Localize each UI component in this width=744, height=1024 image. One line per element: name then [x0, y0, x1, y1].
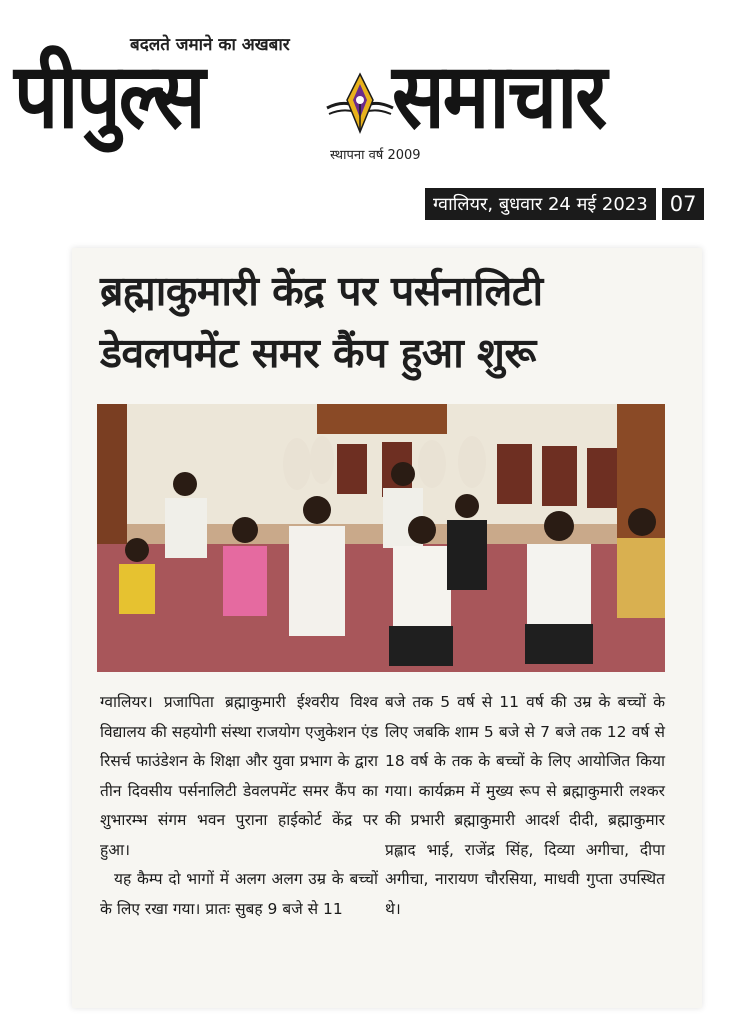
masthead	[0, 0, 744, 180]
brand-name-right: समाचार	[392, 45, 606, 149]
pen-nib-logo-icon	[325, 70, 395, 140]
brand-name-left: पीपुल्स	[14, 45, 204, 149]
article-photo	[97, 404, 665, 672]
article-paragraph-2: यह कैम्प दो भागों में अलग अलग उम्र के बच्चों के लिए रखा गया। प्रातः सुबह 9 बजे से 11	[100, 870, 378, 918]
established-year: स्थापना वर्ष 2009	[330, 148, 421, 163]
dateline	[425, 188, 704, 220]
article-paragraph-1: ग्वालियर। प्रजापिता ब्रह्माकुमारी ईश्वरीय विश्व विद्यालय की सहयोगी संस्था राजयोग एजुकेशन एंड रिसर्च फाउंडेशन के शिक्षा और युवा प्रभाग के द्वारा तीन दिवसीय पर्सनालिटी डेवलपमेंट समर कैंप का शुभारम्भ संगम भवन पुराना हाईकोर्ट केंद्र पर हुआ।	[100, 693, 378, 859]
article-headline	[100, 260, 690, 384]
page-number: 07	[662, 188, 705, 220]
article-column-left	[100, 688, 378, 924]
headline-line-1: ब्रह्माकुमारी केंद्र पर पर्सनालिटी	[100, 267, 543, 315]
article-paragraph-3: बजे तक 5 वर्ष से 11 वर्ष की उम्र के बच्चों के लिए जबकि शाम 5 बजे से 7 बजे तक 12 वर्ष से 18 वर्ष के तक के बच्चों के लिए आयोजित किया गया। कार्यक्रम में मुख्य रूप से ब्रह्माकुमारी लश्कर की प्रभारी ब्रह्माकुमारी आदर्श दीदी, ब्रह्माकुमार प्रह्लाद भाई, राजेंद्र सिंह, दिव्या अगीचा, दीपा अगीचा, नारायण चौरसिया, माधवी गुप्ता उपस्थित थे।	[385, 693, 665, 918]
date-label: ग्वालियर, बुधवार 24 मई 2023	[425, 188, 656, 220]
article-column-right	[385, 688, 665, 924]
headline-line-2: डेवलपमेंट समर कैंप हुआ शुरू	[100, 329, 536, 377]
masthead-tagline: बदलते जमाने का अखबार	[130, 35, 290, 55]
